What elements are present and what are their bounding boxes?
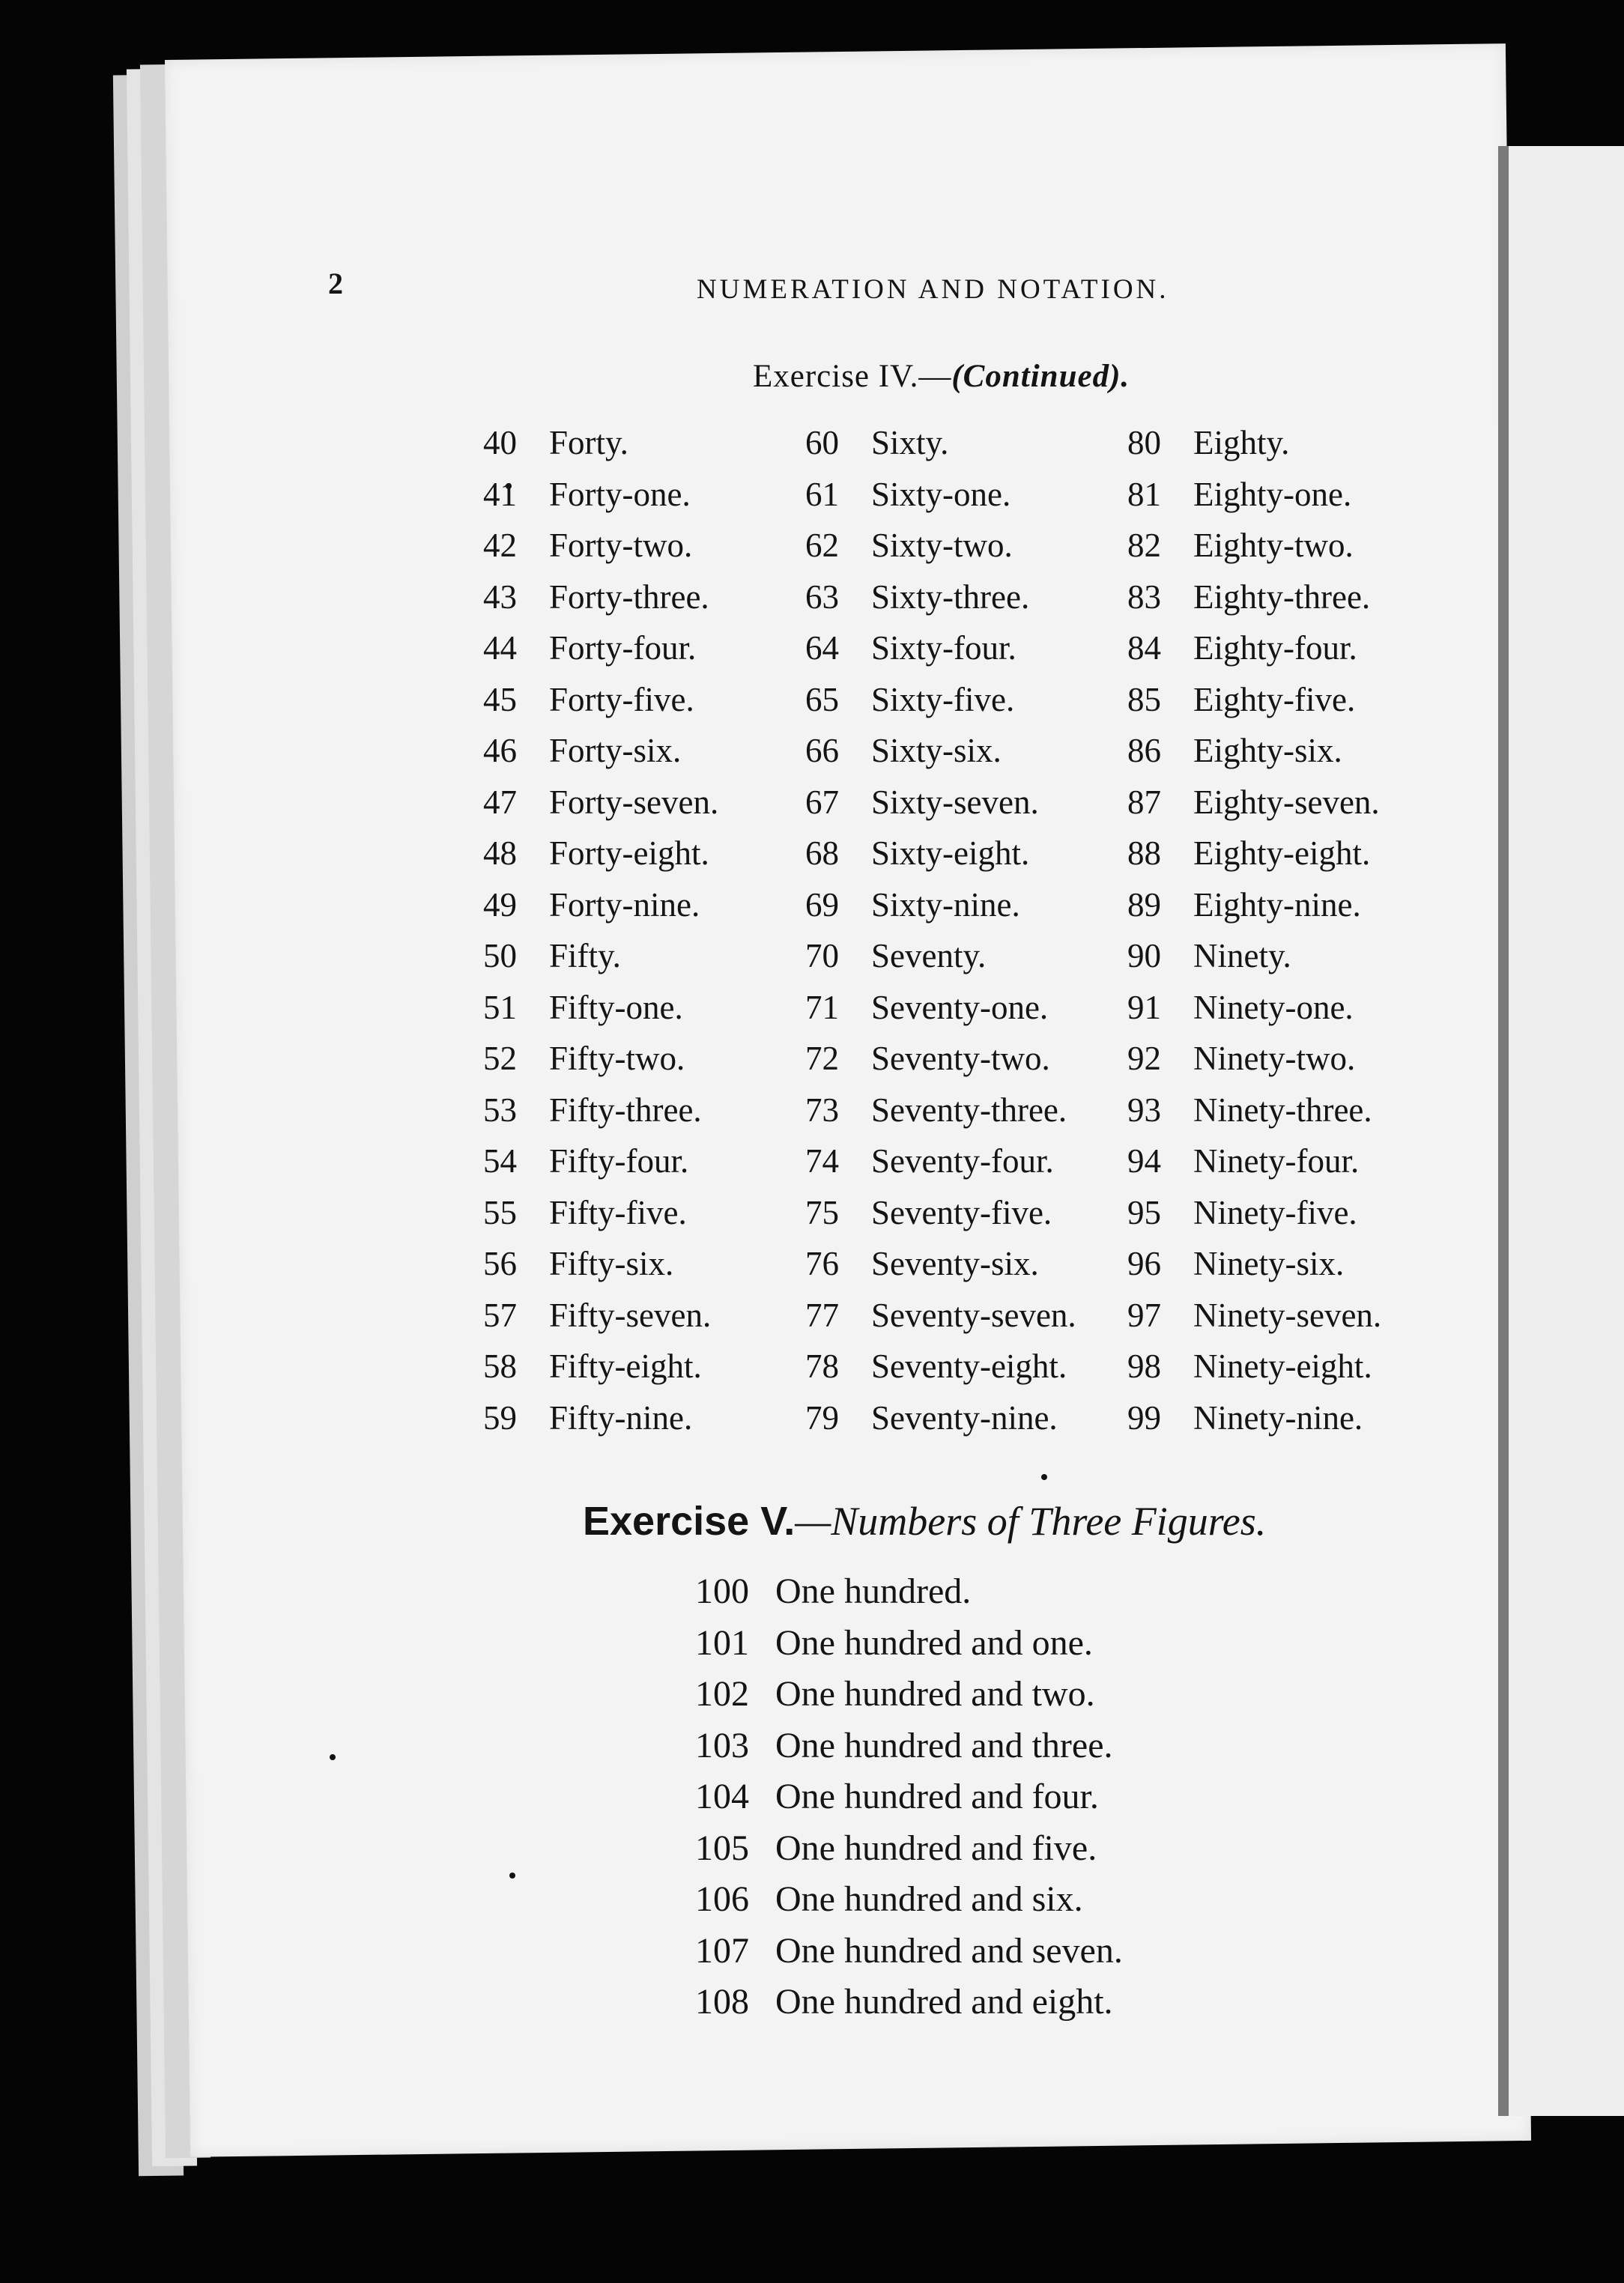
number-word: One hundred.	[775, 1571, 972, 1611]
number-table	[483, 423, 1449, 1449]
number-entry	[483, 936, 805, 988]
number-word: Forty-four.	[549, 629, 697, 667]
numeral: 61	[805, 475, 839, 513]
number-entry	[1127, 475, 1449, 527]
numeral: 95	[1127, 1193, 1161, 1231]
number-word: Fifty-one.	[549, 988, 683, 1026]
number-entry	[483, 577, 805, 629]
number-word: Seventy-nine.	[871, 1398, 1058, 1437]
number-word: Seventy-six.	[871, 1245, 1039, 1282]
numeral: 52	[483, 1040, 517, 1077]
numeral: 87	[1127, 783, 1161, 821]
number-entry	[805, 1398, 1127, 1450]
number-word: Fifty-two.	[549, 1040, 685, 1077]
list-item	[695, 1673, 1123, 1725]
numeral: 67	[805, 783, 839, 821]
number-entry	[1127, 423, 1449, 475]
number-word: Ninety-two.	[1193, 1040, 1356, 1077]
number-entry	[1127, 936, 1449, 988]
numeral: 102	[695, 1674, 749, 1714]
number-word: Forty-two.	[549, 527, 693, 564]
number-word: One hundred and two.	[775, 1674, 1095, 1714]
numeral: 51	[483, 988, 517, 1026]
exercise-5-heading	[583, 1498, 1266, 1544]
list-item	[695, 1622, 1123, 1674]
numeral: 106	[695, 1879, 749, 1919]
exercise-4-continued: (Continued).	[951, 359, 1130, 394]
numeral: 93	[1127, 1091, 1161, 1129]
number-word: One hundred and one.	[775, 1622, 1093, 1663]
list-item	[695, 1981, 1123, 2033]
number-entry	[483, 783, 805, 834]
number-entry	[1127, 1091, 1449, 1142]
number-entry	[483, 1091, 805, 1142]
number-word: Sixty-eight.	[871, 834, 1030, 872]
numeral: 97	[1127, 1296, 1161, 1334]
number-word: Eighty-five.	[1193, 680, 1356, 718]
numeral: 71	[805, 988, 839, 1026]
numeral: 105	[695, 1828, 749, 1868]
numeral: 98	[1127, 1347, 1161, 1385]
numeral: 85	[1127, 680, 1161, 718]
number-entry	[483, 1039, 805, 1091]
number-word: Ninety-five.	[1193, 1193, 1357, 1231]
list-item	[695, 1776, 1123, 1828]
number-word: Ninety-four.	[1193, 1142, 1360, 1180]
numeral: 62	[805, 527, 839, 564]
numeral: 44	[483, 629, 517, 667]
number-entry	[1127, 834, 1449, 885]
number-word: Fifty-nine.	[549, 1398, 693, 1437]
number-word: Eighty-seven.	[1193, 783, 1380, 821]
facing-page-edge	[1498, 146, 1624, 2116]
number-word: Ninety-six.	[1193, 1245, 1345, 1282]
numeral: 86	[1127, 732, 1161, 769]
number-word: Ninety.	[1193, 937, 1291, 974]
number-entry	[1127, 1244, 1449, 1296]
numeral: 100	[695, 1571, 749, 1611]
number-word: Sixty-five.	[871, 680, 1015, 718]
number-word: Ninety-one.	[1193, 988, 1354, 1026]
number-word: Ninety-nine.	[1193, 1398, 1363, 1437]
numeral: 47	[483, 783, 517, 821]
ink-speck	[509, 1873, 515, 1879]
exercise-5-subtitle: —Numbers of Three Figures.	[795, 1499, 1267, 1544]
number-entry	[483, 628, 805, 680]
number-word: One hundred and three.	[775, 1725, 1113, 1765]
number-entry	[805, 475, 1127, 527]
numeral: 83	[1127, 577, 1161, 616]
numeral: 74	[805, 1142, 839, 1180]
list-item	[695, 1725, 1123, 1777]
numeral: 69	[805, 885, 839, 924]
number-entry	[483, 1244, 805, 1296]
number-word: Ninety-seven.	[1193, 1296, 1382, 1334]
number-word: Fifty-seven.	[549, 1296, 712, 1334]
number-word: One hundred and five.	[775, 1828, 1097, 1868]
numeral: 75	[805, 1193, 839, 1231]
number-entry	[1127, 783, 1449, 834]
number-word: Forty-eight.	[549, 834, 709, 872]
number-entry	[805, 1091, 1127, 1142]
number-entry	[805, 1039, 1127, 1091]
number-word: Seventy-seven.	[871, 1296, 1076, 1334]
number-entry	[805, 1244, 1127, 1296]
running-title: NUMERATION AND NOTATION.	[697, 274, 1169, 305]
number-word: Eighty-six.	[1193, 732, 1342, 769]
numeral: 103	[695, 1725, 749, 1765]
number-entry	[483, 885, 805, 937]
numeral: 89	[1127, 885, 1161, 924]
number-entry	[805, 526, 1127, 577]
number-word: Ninety-eight.	[1193, 1347, 1372, 1385]
number-word: Sixty-three.	[871, 577, 1030, 616]
numeral: 58	[483, 1347, 517, 1385]
number-entry	[805, 1347, 1127, 1398]
number-word: Fifty-eight.	[549, 1347, 702, 1385]
exercise-4-heading	[753, 358, 1130, 395]
number-entry	[805, 423, 1127, 475]
number-word: One hundred and six.	[775, 1879, 1083, 1919]
numeral: 55	[483, 1193, 517, 1231]
number-entry	[483, 731, 805, 783]
number-entry	[483, 1193, 805, 1245]
number-entry	[1127, 526, 1449, 577]
exercise-4-title: Exercise IV.—	[753, 359, 952, 394]
number-word: One hundred and eight.	[775, 1982, 1113, 2022]
number-word: Forty-three.	[549, 577, 709, 616]
ink-speck	[330, 1754, 336, 1760]
number-word: Forty-six.	[549, 732, 682, 769]
number-entry	[483, 1296, 805, 1347]
numeral: 82	[1127, 527, 1161, 564]
numeral: 50	[483, 937, 517, 974]
number-word: Forty-nine.	[549, 885, 700, 924]
number-entry	[1127, 1142, 1449, 1193]
numeral: 41	[483, 475, 517, 513]
numeral: 40	[483, 424, 517, 461]
numeral: 42	[483, 527, 517, 564]
numeral: 94	[1127, 1142, 1161, 1180]
number-word: Sixty-nine.	[871, 885, 1020, 924]
numeral: 80	[1127, 424, 1161, 461]
number-entry	[1127, 577, 1449, 629]
list-item	[695, 1571, 1123, 1622]
number-word: Ninety-three.	[1193, 1091, 1372, 1129]
numeral: 73	[805, 1091, 839, 1129]
number-word: Forty-five.	[549, 680, 694, 718]
number-word: Fifty.	[549, 937, 621, 974]
number-entry	[1127, 1296, 1449, 1347]
numeral: 99	[1127, 1398, 1161, 1437]
page-number: 2	[328, 267, 343, 300]
number-entry	[483, 1398, 805, 1450]
number-entry	[483, 988, 805, 1040]
number-word: Eighty-three.	[1193, 577, 1371, 616]
number-word: One hundred and four.	[775, 1777, 1099, 1816]
numeral: 65	[805, 680, 839, 718]
number-entry	[1127, 885, 1449, 937]
number-word: Sixty.	[871, 424, 949, 461]
number-entry	[483, 834, 805, 885]
numeral: 101	[695, 1622, 749, 1663]
number-entry	[483, 526, 805, 577]
number-entry	[805, 577, 1127, 629]
number-entry	[805, 680, 1127, 732]
numeral: 92	[1127, 1040, 1161, 1077]
numeral: 79	[805, 1398, 839, 1437]
number-word: Fifty-four.	[549, 1142, 689, 1180]
numeral: 84	[1127, 629, 1161, 667]
number-entry	[1127, 1398, 1449, 1450]
number-word: Eighty-two.	[1193, 527, 1354, 564]
list-item	[695, 1930, 1123, 1982]
number-word: Seventy-two.	[871, 1040, 1050, 1077]
number-word: Eighty-eight.	[1193, 834, 1371, 872]
ink-speck	[1041, 1474, 1047, 1480]
numeral: 90	[1127, 937, 1161, 974]
number-entry	[483, 475, 805, 527]
numeral: 91	[1127, 988, 1161, 1026]
number-word: Seventy.	[871, 937, 987, 974]
numeral: 107	[695, 1930, 749, 1971]
number-word: Eighty-four.	[1193, 629, 1357, 667]
number-entry	[483, 680, 805, 732]
number-entry	[483, 1347, 805, 1398]
number-entry	[1127, 1193, 1449, 1245]
numeral: 57	[483, 1296, 517, 1334]
numeral: 72	[805, 1040, 839, 1077]
number-entry	[1127, 731, 1449, 783]
number-word: Forty-one.	[549, 475, 691, 513]
number-entry	[805, 1193, 1127, 1245]
number-entry	[1127, 680, 1449, 732]
number-word: Fifty-three.	[549, 1091, 702, 1129]
number-entry	[805, 988, 1127, 1040]
number-entry	[805, 1296, 1127, 1347]
number-entry	[805, 731, 1127, 783]
numeral: 53	[483, 1091, 517, 1129]
numeral: 68	[805, 834, 839, 872]
numeral: 56	[483, 1245, 517, 1282]
numeral: 63	[805, 577, 839, 616]
number-word: Seventy-one.	[871, 988, 1049, 1026]
number-word: Sixty-four.	[871, 629, 1016, 667]
number-word: Forty.	[549, 424, 628, 461]
number-word: Forty-seven.	[549, 783, 719, 821]
number-entry	[1127, 1039, 1449, 1091]
numeral: 77	[805, 1296, 839, 1334]
numeral: 104	[695, 1777, 749, 1816]
list-item	[695, 1828, 1123, 1879]
hundreds-list	[695, 1571, 1123, 2033]
number-word: Fifty-five.	[549, 1193, 687, 1231]
number-word: Seventy-four.	[871, 1142, 1054, 1180]
numeral: 81	[1127, 475, 1161, 513]
number-word: Seventy-five.	[871, 1193, 1052, 1231]
number-entry	[805, 1142, 1127, 1193]
numeral: 64	[805, 629, 839, 667]
number-entry	[805, 885, 1127, 937]
number-entry	[1127, 1347, 1449, 1398]
numeral: 45	[483, 680, 517, 718]
numeral: 59	[483, 1398, 517, 1437]
numeral: 60	[805, 424, 839, 461]
list-item	[695, 1879, 1123, 1930]
numeral: 70	[805, 937, 839, 974]
numeral: 76	[805, 1245, 839, 1282]
number-word: Eighty.	[1193, 424, 1290, 461]
number-word: Sixty-six.	[871, 732, 1002, 769]
numeral: 108	[695, 1982, 749, 2022]
numeral: 78	[805, 1347, 839, 1385]
numeral: 49	[483, 885, 517, 924]
number-word: Eighty-one.	[1193, 475, 1352, 513]
number-entry	[483, 423, 805, 475]
number-entry	[1127, 628, 1449, 680]
number-entry	[805, 628, 1127, 680]
number-word: Eighty-nine.	[1193, 885, 1361, 924]
number-word: Seventy-three.	[871, 1091, 1067, 1129]
number-word: Sixty-two.	[871, 527, 1013, 564]
number-word: One hundred and seven.	[775, 1930, 1123, 1971]
number-entry	[483, 1142, 805, 1193]
numeral: 96	[1127, 1245, 1161, 1282]
exercise-5-title: Exercise V.	[583, 1499, 796, 1544]
numeral: 54	[483, 1142, 517, 1180]
number-word: Sixty-seven.	[871, 783, 1039, 821]
number-entry	[805, 783, 1127, 834]
number-entry	[805, 936, 1127, 988]
number-entry	[805, 834, 1127, 885]
number-word: Seventy-eight.	[871, 1347, 1067, 1385]
number-entry	[1127, 988, 1449, 1040]
numeral: 46	[483, 732, 517, 769]
numeral: 43	[483, 577, 517, 616]
number-word: Fifty-six.	[549, 1245, 674, 1282]
number-word: Sixty-one.	[871, 475, 1011, 513]
numeral: 66	[805, 732, 839, 769]
numeral: 48	[483, 834, 517, 872]
numeral: 88	[1127, 834, 1161, 872]
